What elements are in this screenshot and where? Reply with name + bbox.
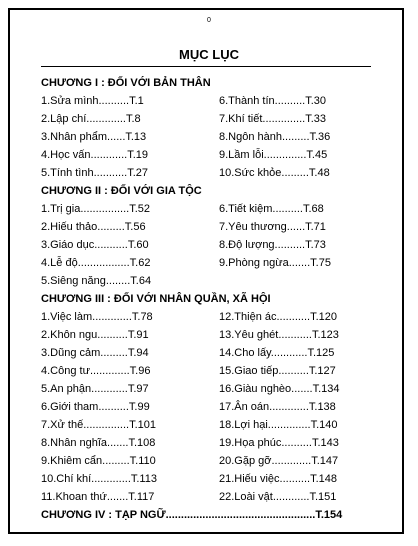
toc-row — [41, 218, 371, 236]
chapter-heading: CHƯƠNG I : ĐỐI VỚI BẢN THÂN — [41, 77, 211, 89]
toc-row — [41, 326, 371, 344]
toc-row — [41, 254, 371, 272]
table-of-contents — [41, 74, 371, 524]
toc-entry: 20.Gặp gỡ.............T.147 — [219, 455, 339, 467]
toc-entry: 7.Yêu thương......T.71 — [219, 221, 326, 233]
chapter-heading: CHƯƠNG II : ĐỐI VỚI GIA TỘC — [41, 185, 202, 197]
toc-row — [41, 146, 371, 164]
toc-entry: 1.Trị gia................T.52 — [41, 203, 151, 215]
toc-entry: 7.Xử thế...............T.101 — [41, 419, 156, 431]
toc-row — [41, 200, 371, 218]
toc-entry: 8.Nhân nghĩa.......T.108 — [41, 437, 156, 449]
toc-entry: 1.Sửa mình..........T.1 — [41, 95, 144, 107]
toc-entry: 1.Việc làm.............T.78 — [41, 311, 153, 323]
toc-entry: 3.Giáo dục...........T.60 — [41, 239, 149, 251]
toc-row — [41, 308, 371, 326]
toc-row — [41, 110, 371, 128]
toc-row — [41, 344, 371, 362]
page-title: MỤC LỤC — [179, 47, 239, 62]
toc-entry: 5.Siêng năng........T.64 — [41, 275, 152, 287]
toc-row — [41, 380, 371, 398]
toc-entry: 9.Phòng ngừa.......T.75 — [219, 257, 331, 269]
toc-row — [41, 398, 371, 416]
toc-entry: 6.Thành tín..........T.30 — [219, 95, 327, 107]
chapter-heading: CHƯƠNG IV : TẠP NGỮ.................................................T.154 — [41, 509, 343, 521]
page-number: 0 — [207, 17, 211, 24]
toc-entry — [219, 272, 371, 290]
toc-row — [41, 434, 371, 452]
toc-entry: 5.An phận............T.97 — [41, 383, 149, 395]
toc-row — [41, 92, 371, 110]
toc-row — [41, 236, 371, 254]
toc-entry: 4.Lễ độ.................T.62 — [41, 257, 151, 269]
toc-entry: 3.Dũng cảm.........T.94 — [41, 347, 149, 359]
toc-entry: 9.Lầm lỗi..............T.45 — [219, 149, 328, 161]
toc-entry: 18.Lợi hại..............T.140 — [219, 419, 338, 431]
toc-entry: 16.Giàu nghèo.......T.134 — [219, 383, 340, 395]
toc-row — [41, 272, 371, 290]
toc-row — [41, 362, 371, 380]
toc-entry: 8.Ngôn hành.........T.36 — [219, 131, 331, 143]
toc-entry: 21.Hiếu việc..........T.148 — [219, 473, 338, 485]
toc-entry: 19.Họa phúc..........T.143 — [219, 437, 339, 449]
toc-entry: 8.Độ lượng..........T.73 — [219, 239, 326, 251]
toc-entry: 2.Lập chí.............T.8 — [41, 113, 141, 125]
toc-entry: 12.Thiện ác...........T.120 — [219, 311, 338, 323]
toc-entry: 10.Sức khỏe.........T.48 — [219, 167, 330, 179]
toc-entry: 5.Tính tình...........T.27 — [41, 167, 148, 179]
toc-row — [41, 416, 371, 434]
toc-entry: 3.Nhân phẩm......T.13 — [41, 131, 147, 143]
toc-entry: 10.Chí khí.............T.113 — [41, 473, 157, 485]
toc-entry: 14.Cho lấy............T.125 — [219, 347, 335, 359]
chapter-heading: CHƯƠNG III : ĐỐI VỚI NHÂN QUẦN, XÃ HỘI — [41, 293, 271, 305]
toc-row — [41, 128, 371, 146]
toc-entry: 6.Giới tham..........T.99 — [41, 401, 150, 413]
toc-entry: 2.Hiếu thảo.........T.56 — [41, 221, 146, 233]
title-underline — [41, 66, 371, 67]
toc-row — [41, 470, 371, 488]
toc-row — [41, 164, 371, 182]
toc-row — [41, 488, 371, 506]
toc-row — [41, 452, 371, 470]
toc-entry: 2.Khôn ngu..........T.91 — [41, 329, 149, 341]
toc-entry: 15.Giao tiếp..........T.127 — [219, 365, 336, 377]
toc-entry: 4.Công tư.............T.96 — [41, 365, 151, 377]
toc-entry: 22.Loài vật............T.151 — [219, 491, 337, 503]
toc-entry: 6.Tiết kiệm..........T.68 — [219, 203, 324, 215]
toc-entry: 17.Ân oán.............T.138 — [219, 401, 336, 413]
toc-entry: 7.Khí tiết..............T.33 — [219, 113, 326, 125]
toc-entry: 11.Khoan thứ.......T.117 — [41, 491, 155, 503]
toc-entry: 4.Học vấn............T.19 — [41, 149, 148, 161]
toc-entry: 13.Yêu ghét...........T.123 — [219, 329, 339, 341]
toc-entry: 9.Khiêm cẩn.........T.110 — [41, 455, 156, 467]
